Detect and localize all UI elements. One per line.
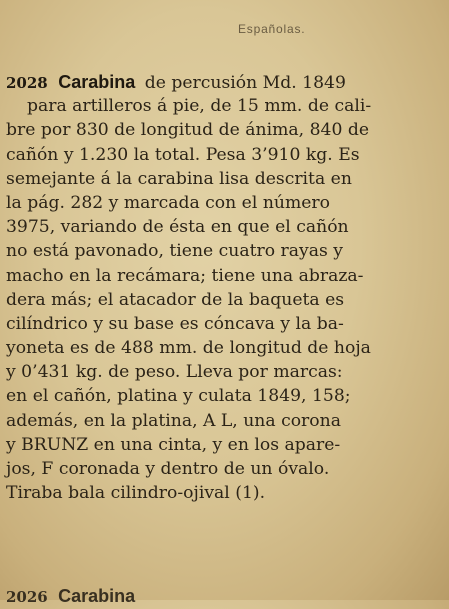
entry-line: cilíndrico y su base es cóncava y la ba- — [6, 313, 344, 334]
entry-line: para artilleros á pie, de 15 mm. de cali- — [27, 96, 372, 117]
entry-line: Tiraba bala cilindro-ojival (1). — [6, 483, 266, 504]
next-entry-partial — [6, 584, 139, 608]
entry-line: además, en la platina, A L, una corona — [6, 410, 341, 431]
entry-line: bre por 830 de longitud de ánima, 840 de — [6, 120, 370, 141]
entry-first-line — [6, 70, 426, 94]
entry-line: en el cañón, platina y culata 1849, 158; — [6, 386, 351, 407]
catalog-entry — [6, 70, 426, 505]
running-header: Españolas. — [238, 22, 306, 36]
entry-line: yoneta es de 488 mm. de longitud de hoja — [6, 338, 371, 359]
entry-line: macho en la recámara; tiene una abraza- — [6, 265, 364, 286]
entry-line: y BRUNZ en una cinta, y en los apare- — [6, 434, 341, 455]
entry-line: la pág. 282 y marcada con el número — [6, 192, 330, 213]
entry-line: dera más; el atacador de la baqueta es — [6, 289, 345, 310]
entry-line: cañón y 1.230 la total. Pesa 3’910 kg. Es — [6, 144, 360, 165]
entry-line: no está pavonado, tiene cuatro rayas y — [6, 241, 343, 262]
next-entry-headword: Carabina — [58, 586, 136, 606]
entry-first-line-text: de percusión Md. 1849 — [144, 73, 346, 93]
entry-line: jos, F coronada y dentro de un óvalo. — [6, 459, 330, 479]
entry-number: 2028 — [6, 74, 48, 92]
entry-line: semejante á la carabina lisa descrita en — [6, 168, 352, 189]
entry-line: 3975, variando de ésta en que el cañón — [6, 217, 349, 238]
next-entry-number: 2026 — [6, 588, 48, 606]
entry-headword: Carabina — [58, 72, 136, 92]
entry-line: y 0’431 kg. de peso. Lleva por marcas: — [6, 362, 343, 383]
